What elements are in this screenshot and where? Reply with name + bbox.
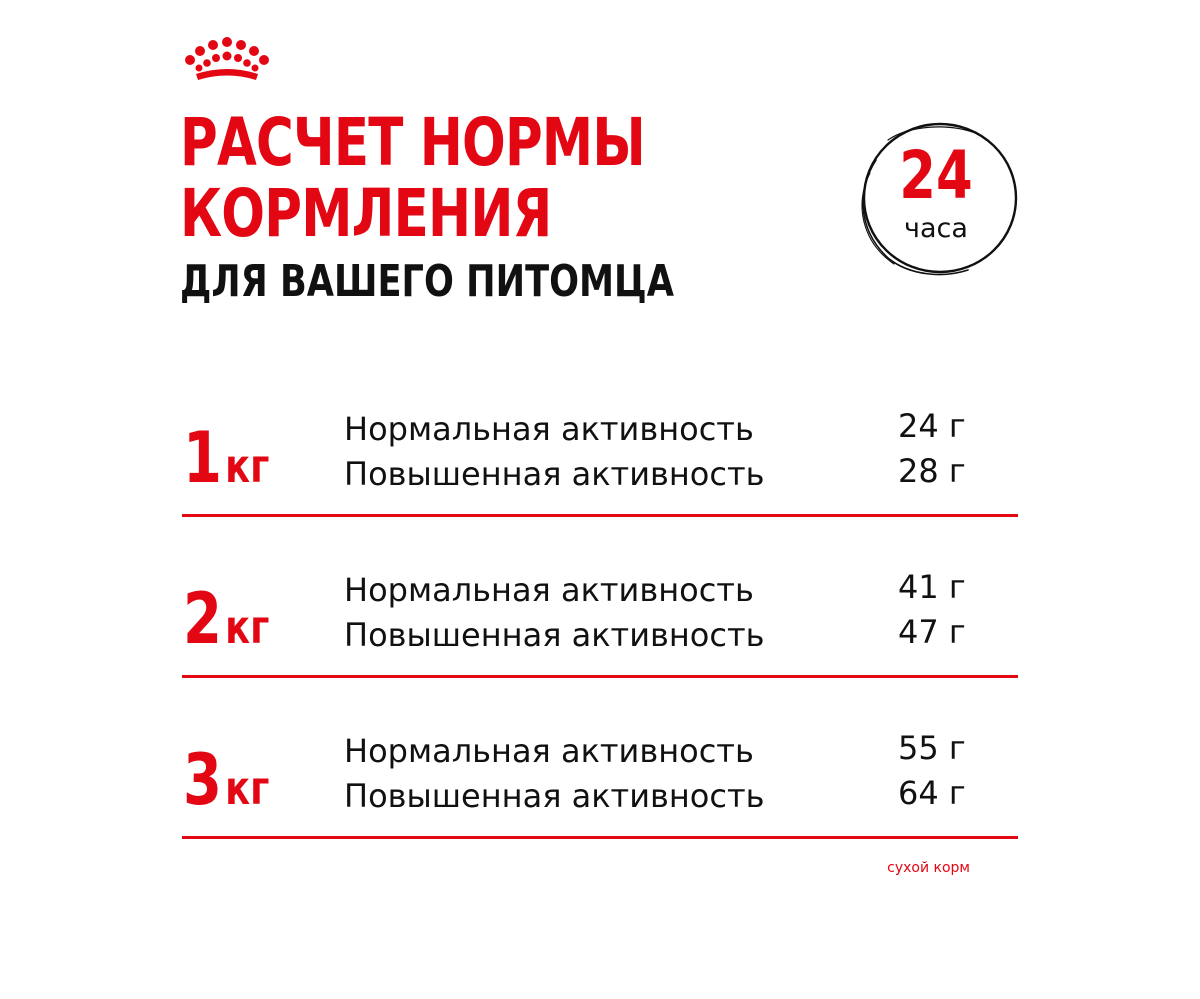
weight-unit: кг: [225, 600, 270, 654]
feeding-row-2kg: [0, 568, 1200, 694]
feeding-row-3kg: [0, 729, 1200, 855]
weight-label: [183, 417, 270, 499]
weight-label: [183, 739, 270, 821]
activity-high-label: Повышенная активность: [344, 455, 765, 493]
footnote: сухой корм: [887, 860, 970, 876]
activity-normal-label: Нормальная активность: [344, 732, 754, 770]
activity-normal-amount: 55 г: [898, 729, 966, 767]
crown-icon: [182, 36, 272, 88]
activity-normal-label: Нормальная активность: [344, 571, 754, 609]
page-title-line-1: РАСЧЕТ НОРМЫ: [180, 104, 645, 181]
activity-normal-amount: 24 г: [898, 407, 966, 445]
weight-unit: кг: [225, 439, 270, 493]
page-title-line-2: КОРМЛЕНИЯ: [180, 175, 552, 252]
weight-unit: кг: [225, 761, 270, 815]
page-subtitle: ДЛЯ ВАШЕГО ПИТОМЦА: [180, 256, 674, 307]
weight-label: [183, 578, 270, 660]
activity-high-amount: 64 г: [898, 774, 966, 812]
badge-value: 24: [899, 137, 973, 214]
feeding-row-1kg: [0, 407, 1200, 533]
row-divider: [182, 836, 1018, 839]
weight-value: 2: [183, 578, 222, 660]
row-divider: [182, 514, 1018, 517]
weight-value: 1: [183, 417, 222, 499]
activity-high-label: Повышенная активность: [344, 616, 765, 654]
row-divider: [182, 675, 1018, 678]
activity-high-amount: 47 г: [898, 613, 966, 651]
badge-unit: часа: [904, 213, 968, 244]
weight-value: 3: [183, 739, 222, 821]
activity-normal-label: Нормальная активность: [344, 410, 754, 448]
activity-high-label: Повышенная активность: [344, 777, 765, 815]
activity-high-amount: 28 г: [898, 452, 966, 490]
activity-normal-amount: 41 г: [898, 568, 966, 606]
